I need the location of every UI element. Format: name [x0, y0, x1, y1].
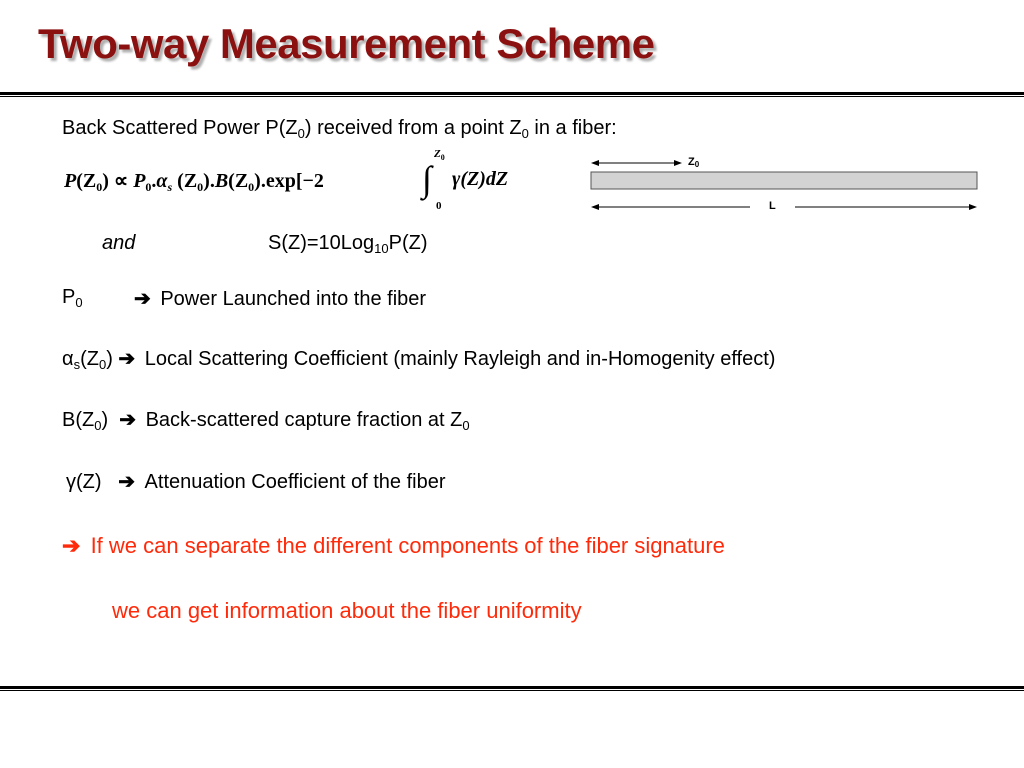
- eq-lhs-sub: 0: [96, 180, 103, 194]
- def-b-desc: Back-scattered capture fraction at Z: [145, 409, 463, 431]
- def-alpha-arg-sub: 0: [98, 357, 107, 372]
- and-line: [102, 232, 135, 255]
- backscatter-equation: [64, 168, 324, 195]
- eq-lhs-close: ): [102, 170, 109, 192]
- z0-arrow-right-icon: [674, 160, 682, 166]
- eq-b-close: ).: [254, 170, 266, 192]
- def-b-close: ): [101, 409, 109, 431]
- def-alpha-symbol: α: [62, 348, 74, 370]
- l-arrow-right-icon: [969, 204, 977, 210]
- eq-lhs-open: (Z: [76, 170, 97, 192]
- s-formula: [268, 232, 428, 256]
- def-p0-desc: Power Launched into the fiber: [160, 288, 427, 310]
- eq-proportional: ∝: [113, 170, 129, 192]
- def-gamma: [66, 469, 445, 494]
- intro-line: [62, 117, 617, 141]
- def-alpha-sub: s: [73, 357, 81, 372]
- def-alpha-arg: (Z: [80, 348, 99, 370]
- eq-alpha-sub: s: [167, 180, 173, 194]
- eq-b-arg-sub: 0: [248, 180, 255, 194]
- s-text-b: P(Z): [388, 232, 428, 254]
- s-sub: 10: [374, 241, 389, 256]
- top-divider: [0, 92, 1024, 97]
- def-alpha-desc: Local Scattering Coefficient (mainly Rayleigh and in-Homogenity effect): [144, 348, 776, 370]
- eq-p0: P: [133, 170, 146, 192]
- eq-integrand: γ(Z)dZ: [452, 168, 509, 190]
- conclusion-text-1: If we can separate the different components of the fiber signature: [90, 533, 725, 558]
- def-alpha: [62, 346, 775, 372]
- slide-title: Two-way Measurement Scheme: [38, 20, 655, 67]
- arrow-right-icon: ➔: [62, 533, 81, 558]
- def-p0: [134, 286, 426, 311]
- arrow-right-icon: ➔: [134, 288, 151, 310]
- def-gamma-symbol: γ(Z): [66, 471, 102, 493]
- def-b-desc-sub: 0: [462, 418, 470, 433]
- z0-arrow-left-icon: [591, 160, 599, 166]
- def-alpha-close: ): [106, 348, 113, 370]
- eq-alpha-arg: (Z: [177, 170, 198, 192]
- fiber-bar: [591, 172, 977, 189]
- eq-int-upper: $Z_0$: [434, 148, 445, 163]
- s-text-a: S(Z)=10Log: [268, 232, 375, 254]
- eq-integral: [418, 146, 445, 216]
- eq-exp: exp[−2: [265, 170, 324, 192]
- conclusion-line-1: [62, 533, 725, 559]
- intro-sub-b: 0: [521, 126, 529, 141]
- l-label: L: [769, 200, 776, 212]
- intro-text-a: Back Scattered Power P(Z: [62, 117, 298, 139]
- and-word: and: [102, 232, 136, 254]
- eq-alpha-close: ).: [203, 170, 215, 192]
- eq-alpha-arg-sub: 0: [197, 180, 204, 194]
- fiber-diagram-svg: [585, 152, 985, 222]
- intro-text-c: in a fiber:: [528, 117, 617, 139]
- eq-p0-sub: 0: [145, 180, 152, 194]
- bottom-divider: [0, 686, 1024, 691]
- eq-dot: .: [151, 170, 157, 192]
- def-p0-symbol: $P_0$: [62, 286, 83, 310]
- integral-sign-icon: ∫: [422, 159, 432, 199]
- arrow-right-icon: ➔: [118, 348, 136, 370]
- eq-lhs-p: P: [64, 170, 77, 192]
- def-b-symbol: B(Z: [62, 409, 95, 431]
- eq-b: B: [214, 170, 229, 192]
- eq-alpha: α: [156, 170, 168, 192]
- intro-sub-a: 0: [297, 126, 305, 141]
- def-b-sub: 0: [94, 418, 102, 433]
- z0-label: $Z_0$: [688, 156, 700, 169]
- eq-int-lower: 0: [436, 200, 442, 212]
- conclusion-line-2: we can get information about the fiber uniformity: [112, 598, 582, 623]
- def-gamma-desc: Attenuation Coefficient of the fiber: [144, 471, 446, 493]
- intro-text-b: ) received from a point Z: [304, 117, 522, 139]
- arrow-right-icon: ➔: [118, 471, 135, 493]
- eq-b-arg: (Z: [228, 170, 249, 192]
- l-arrow-left-icon: [591, 204, 599, 210]
- arrow-right-icon: ➔: [119, 409, 137, 431]
- def-b: [62, 407, 470, 433]
